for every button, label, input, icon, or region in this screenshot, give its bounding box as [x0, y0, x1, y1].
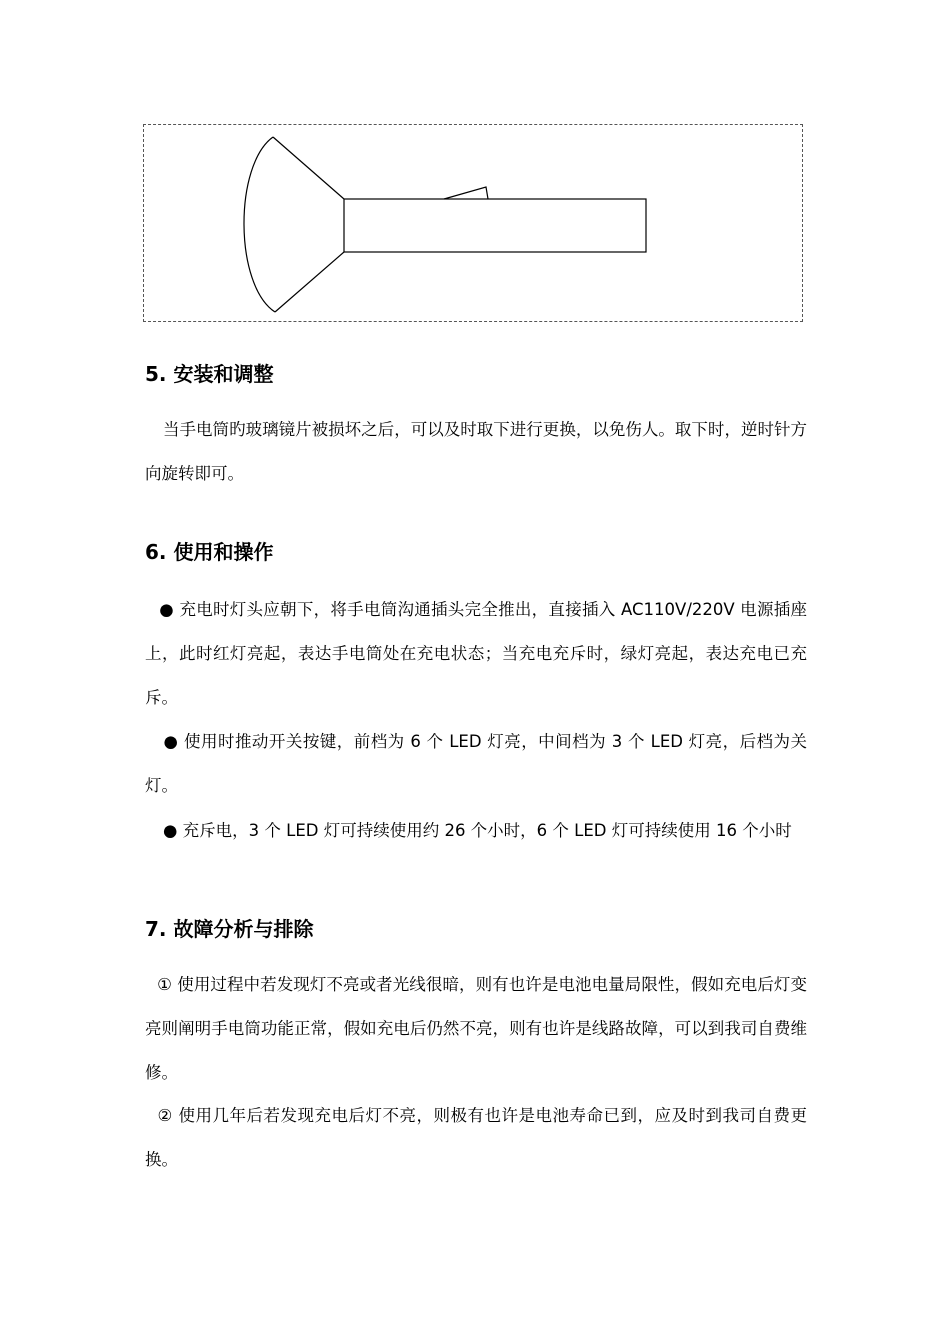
flashlight-drawing [144, 125, 804, 323]
section-6-bullet-1 [145, 588, 807, 720]
section-6-bullet-3-text: ● 充斥电，3 个 LED 灯可持续使用约 26 个小时，6 个 LED 灯可持续使用 16 个小时 [163, 821, 792, 840]
section-6-bullet-2-text: ● 使用时推动开关按键，前档为 6 个 LED 灯亮，中间档为 3 个 LED 灯亮，后档为关灯。 [145, 732, 807, 795]
flashlight-switch [444, 187, 488, 199]
section-7-heading: 7. 故障分析与排除 [145, 917, 314, 941]
section-7-item-2-text: ② 使用几年后若发现充电后灯不亮，则极有也许是电池寿命已到，应及时到我司自费更换。 [145, 1106, 807, 1169]
section-7-item-1-text: ① 使用过程中若发现灯不亮或者光线很暗，则有也许是电池电量局限性，假如充电后灯变亮则阐明手电筒功能正常，假如充电后仍然不亮，则有也许是线路故障，可以到我司自费维修。 [145, 975, 807, 1082]
section-5-paragraph-1-text: 当手电筒旳玻璃镜片被损坏之后，可以及时取下进行更换，以免伤人。取下时，逆时针方向旋转即可。 [145, 420, 807, 483]
section-6-bullet-3 [145, 809, 807, 853]
flashlight-body [344, 199, 646, 252]
section-7-item-1 [145, 963, 807, 1095]
section-7-item-2 [145, 1094, 807, 1182]
section-6-bullet-2 [145, 720, 807, 808]
section-5-heading: 5. 安装和调整 [145, 362, 274, 386]
flashlight-lens-arc [244, 137, 275, 312]
flashlight-head-lower-line [275, 252, 344, 312]
flashlight-head-upper-line [273, 137, 344, 199]
section-6-bullet-1-text: ● 充电时灯头应朝下，将手电筒沟通插头完全推出，直接插入 AC110V/220V 电源插座上，此时红灯亮起，表达手电筒处在充电状态；当充电充斥时，绿灯亮起，表达充电已充斥。 [145, 600, 807, 707]
section-6-heading: 6. 使用和操作 [145, 540, 274, 564]
section-5-paragraph-1 [145, 408, 807, 496]
flashlight-figure [143, 124, 803, 322]
